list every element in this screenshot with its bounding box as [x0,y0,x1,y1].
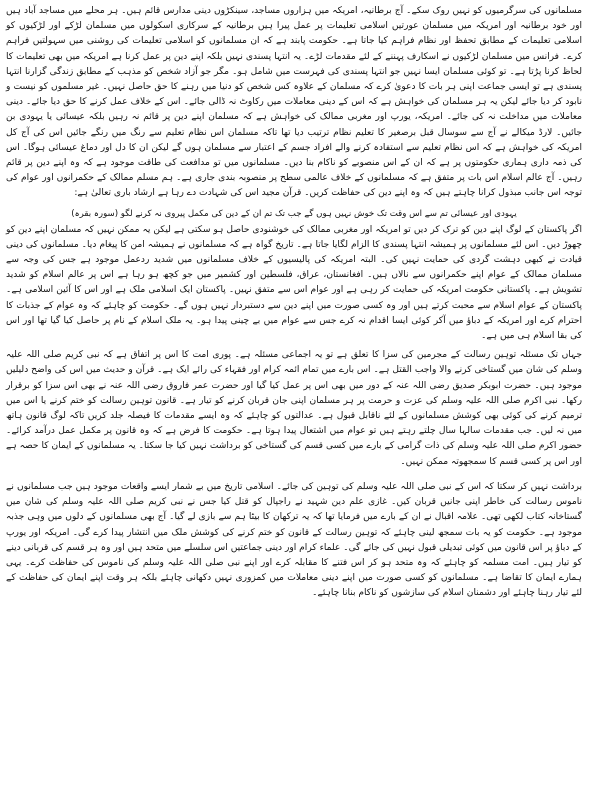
paragraph-1: مسلمانوں کی سرگرمیوں کو نہیں روک سکے۔ آج برطانیہ، امریکہ میں ہزاروں مساجد، سینکڑوں دینی مدارس قائم ہیں۔ ہر محلے میں مساجد آباد ہیں اور خود برطانیہ اور امریکہ میں مسلمان عورتیں اسلامی تعلیمات پر عمل پیرا ہیں برطانیہ کے سرکاری اسکولوں میں مسلمان لڑکے اور لڑکیوں کو اسلامی تعلیمات کے مطابق تحفظ اور نظام فراہم کیا جاتا ہے۔ حکومت پابند ہے کہ ان مسلمانوں کو اسلامی تعلیمات کی روشنی میں سہولتیں فراہم کرے۔ فرانس میں مسلمان لڑکیوں نے اسکارف پہننے کے لئے مقدمات لڑے۔ یہ انتہا پسندی نہیں بلکہ اپنے دین پر عمل کرنا ہے امریکہ میں بھی تعلیمات کا لحاظ کرنا پڑتا ہے۔ تو کوئی مسلمان ایسا نہیں جو انتہا پسندی کی فہرست میں شامل ہو۔ مگر جو آزاد شخص کو مذہب کے مطابق زندگی گزارنا انتہا پسندی ہے تو ایسی جماعت اپنی ہر بات کا دعویٰ کرے کہ مسلمان کے علاوہ کس شخص کو دنیا میں رہنے کا حق حاصل نہیں۔ غیر مسلموں کو نیست و نابود کر دیا جائے لیکن یہ ہر مسلمان کی خواہش ہے کہ اس کے دینی معاملات میں رکاوٹ نہ ڈالی جائے۔ اس کے خلاف عمل کرنے کا حق دیا جائے۔ دینی معاملات میں مداخلت نہ کی جائے۔ امریکہ، یورپ اور مغربی ممالک کی خواہش ہے کہ مسلمان اپنے دین پر قائم نہ رہیں بلکہ عیسائی یا یہودی بن جائیں۔ لارڈ میکالے نے آج سے سوسال قبل برصغیر کا تعلیم نظام ترتیب دیا تھا تاکہ مسلمان اس نظام تعلیم سے رنگ میں رنگے جائیں اس کی آج کل امریکہ کی خواہش ہے کہ اس نظام تعلیم سے استفادہ کرنے والے افراد جسم کے اعتبار سے مسلمان ہوں گے لیکن ان کا دل اور دماغ عیسائی ہوگا۔ اس کی ذمہ داری ہماری حکومتوں پر ہے کہ ان کے اس منصوبے کو ناکام بنا دیں۔ مسلمانوں میں تو مدافعت کی طاقت موجود ہے کہ وہ اپنے دین پر قائم رہیں۔ آج عالم اسلام اس بات پر متفق ہے کہ مسلمانوں کے خلاف عالمی سطح پر منصوبہ بندی جاری ہے۔ ہم مسلم ممالک کے حکمرانوں اور عوام کی توجہ اس جانب مبذول کرانا چاہتے ہیں کہ وہ اپنے دین کی حفاظت کریں۔ قرآن مجید اس کی شہادت دے رہا ہے ارشاد باری تعالیٰ ہے: [6,6,582,199]
paragraph-4: برداشت نہیں کر سکتا کہ اس کے نبی صلی اللہ علیہ وسلم کی توہین کی جائے۔ اسلامی تاریخ میں بے شمار ایسے واقعات موجود ہیں جب مسلمانوں نے ناموس رسالت کی خاطر اپنی جانیں قربان کیں۔ غازی علم دین شہید نے راجپال کو قتل کیا جس نے نبی کریم صلی اللہ علیہ وسلم کی شان میں گستاخانہ کتاب لکھی تھی۔ علامہ اقبال نے ان کے بارے میں فرمایا تھا کہ یہ ترکھان کا بیٹا ہم سے بازی لے گیا۔ آج بھی مسلمانوں کے دلوں میں وہی جذبہ موجود ہے۔ حکومت کو یہ بات سمجھ لینی چاہئے کہ توہین رسالت کے قانون کو ختم کرنے کی کوشش ملک میں انتشار پیدا کرے گی۔ امریکہ اور یورپ کے دباؤ پر اس قانون میں کوئی تبدیلی قبول نہیں کی جائے گی۔ علماء کرام اور دینی جماعتیں اس سلسلے میں متحد ہیں اور وہ ہر قسم کی قربانی دینے کو تیار ہیں۔ امت مسلمہ کو چاہئے کہ وہ متحد ہو کر اس فتنے کا مقابلہ کرے اور اپنے نبی صلی اللہ علیہ وسلم کی ناموس کی حفاظت کرے۔ یہی ہمارے ایمان کا تقاضا ہے۔ مسلمانوں کو کسی صورت میں اپنے دینی معاملات میں کمزوری نہیں دکھانی چاہئے بلکہ ہر وقت اپنے ایمان کی حفاظت کے لئے تیار رہنا چاہئے اور دشمنان اسلام کی سازشوں کو ناکام بنانا چاہئے۔ [6,481,582,599]
paragraph-2: اگر پاکستان کے لوگ اپنے دین کو ترک کر دیں تو امریکہ اور مغربی ممالک کی خوشنودی حاصل ہو سکتی ہے لیکن یہ ممکن نہیں کہ مسلمان اپنے دین کو چھوڑ دیں۔ اس لئے مسلمانوں پر ہمیشہ انتہا پسندی کا الزام لگایا جاتا ہے۔ تاریخ گواہ ہے کہ مسلمانوں نے ہمیشہ امن کا پیغام دیا۔ مسلمانوں کی دینی قیادت نے کبھی دہشت گردی کی حمایت نہیں کی۔ البتہ امریکہ کی پالیسیوں کے خلاف مسلمانوں میں شدید ردعمل موجود ہے جس کی وجہ سے مسلمان ممالک کے عوام اپنے حکمرانوں سے نالاں ہیں۔ افغانستان، عراق، فلسطین اور کشمیر میں جو کچھ ہو رہا ہے اس پر عالم اسلام کو شدید تشویش ہے۔ پاکستانی حکومت امریکہ کی حمایت کر رہی ہے اور عوام اس سے متفق نہیں۔ پاکستان ایک اسلامی ملک ہے اور اس کا آئین اسلامی ہے۔ پاکستان کے عوام اسلام سے محبت کرتے ہیں اور وہ کسی صورت میں اپنے دین سے دستبردار نہیں ہوں گے۔ حکومت کو چاہئے کہ وہ عوام کے جذبات کا احترام کرے اور امریکہ کے دباؤ میں آکر کوئی ایسا اقدام نہ کرے جس سے عوام میں بے چینی پیدا ہو۔ یہ ملک اسلام کے نام پر حاصل کیا گیا تھا اور اس کی بقا اسلام ہی میں ہے۔ [6,224,582,342]
quran-quote: یہودی اور عیسائی تم سے اس وقت تک خوش نہیں ہوں گے جب تک تم ان کے دین کی مکمل پیروی نہ کرنے لگو (سورہ بقرہ) [71,208,517,219]
paragraph-3: جہاں تک مسئلہ توہین رسالت کے مجرمین کی سزا کا تعلق ہے تو یہ اجماعی مسئلہ ہے۔ پوری امت کا اس پر اتفاق ہے کہ نبی کریم صلی اللہ علیہ وسلم کی شان میں گستاخی کرنے والا واجب القتل ہے۔ اس بارے میں تمام ائمہ کرام اور فقہاء کی رائے ایک ہے۔ قرآن و حدیث میں اس کی واضح دلیلیں موجود ہیں۔ حضرت ابوبکر صدیق رضی اللہ عنہ کے دور میں بھی اس پر عمل کیا گیا اور حضرت عمر فاروق رضی اللہ عنہ نے بھی اس سزا کو برقرار رکھا۔ نبی اکرم صلی اللہ علیہ وسلم کی عزت و حرمت پر ہر مسلمان اپنی جان قربان کرنے کو تیار ہے۔ قانون توہین رسالت کو ختم کرنے یا اس میں ترمیم کرنے کی کوئی بھی کوشش مسلمانوں کے لئے ناقابل قبول ہے۔ عدالتوں کو چاہئے کہ وہ ایسے مقدمات کا فیصلہ جلد کریں تاکہ لوگ قانون ہاتھ میں نہ لیں۔ جب مقدمات سالہا سال چلتے رہتے ہیں تو عوام میں اشتعال پیدا ہوتا ہے۔ حکومت کا فرض ہے کہ وہ قانون پر مکمل عمل درآمد کرائے۔ حضور اکرم صلی اللہ علیہ وسلم کی ذات گرامی کے بارے میں کسی قسم کی گستاخی کو برداشت نہیں کیا جا سکتا۔ یہ مسلمانوں کے ایمان کا حصہ ہے اور اس پر کسی قسم کا سمجھوتہ ممکن نہیں۔ [6,350,582,467]
